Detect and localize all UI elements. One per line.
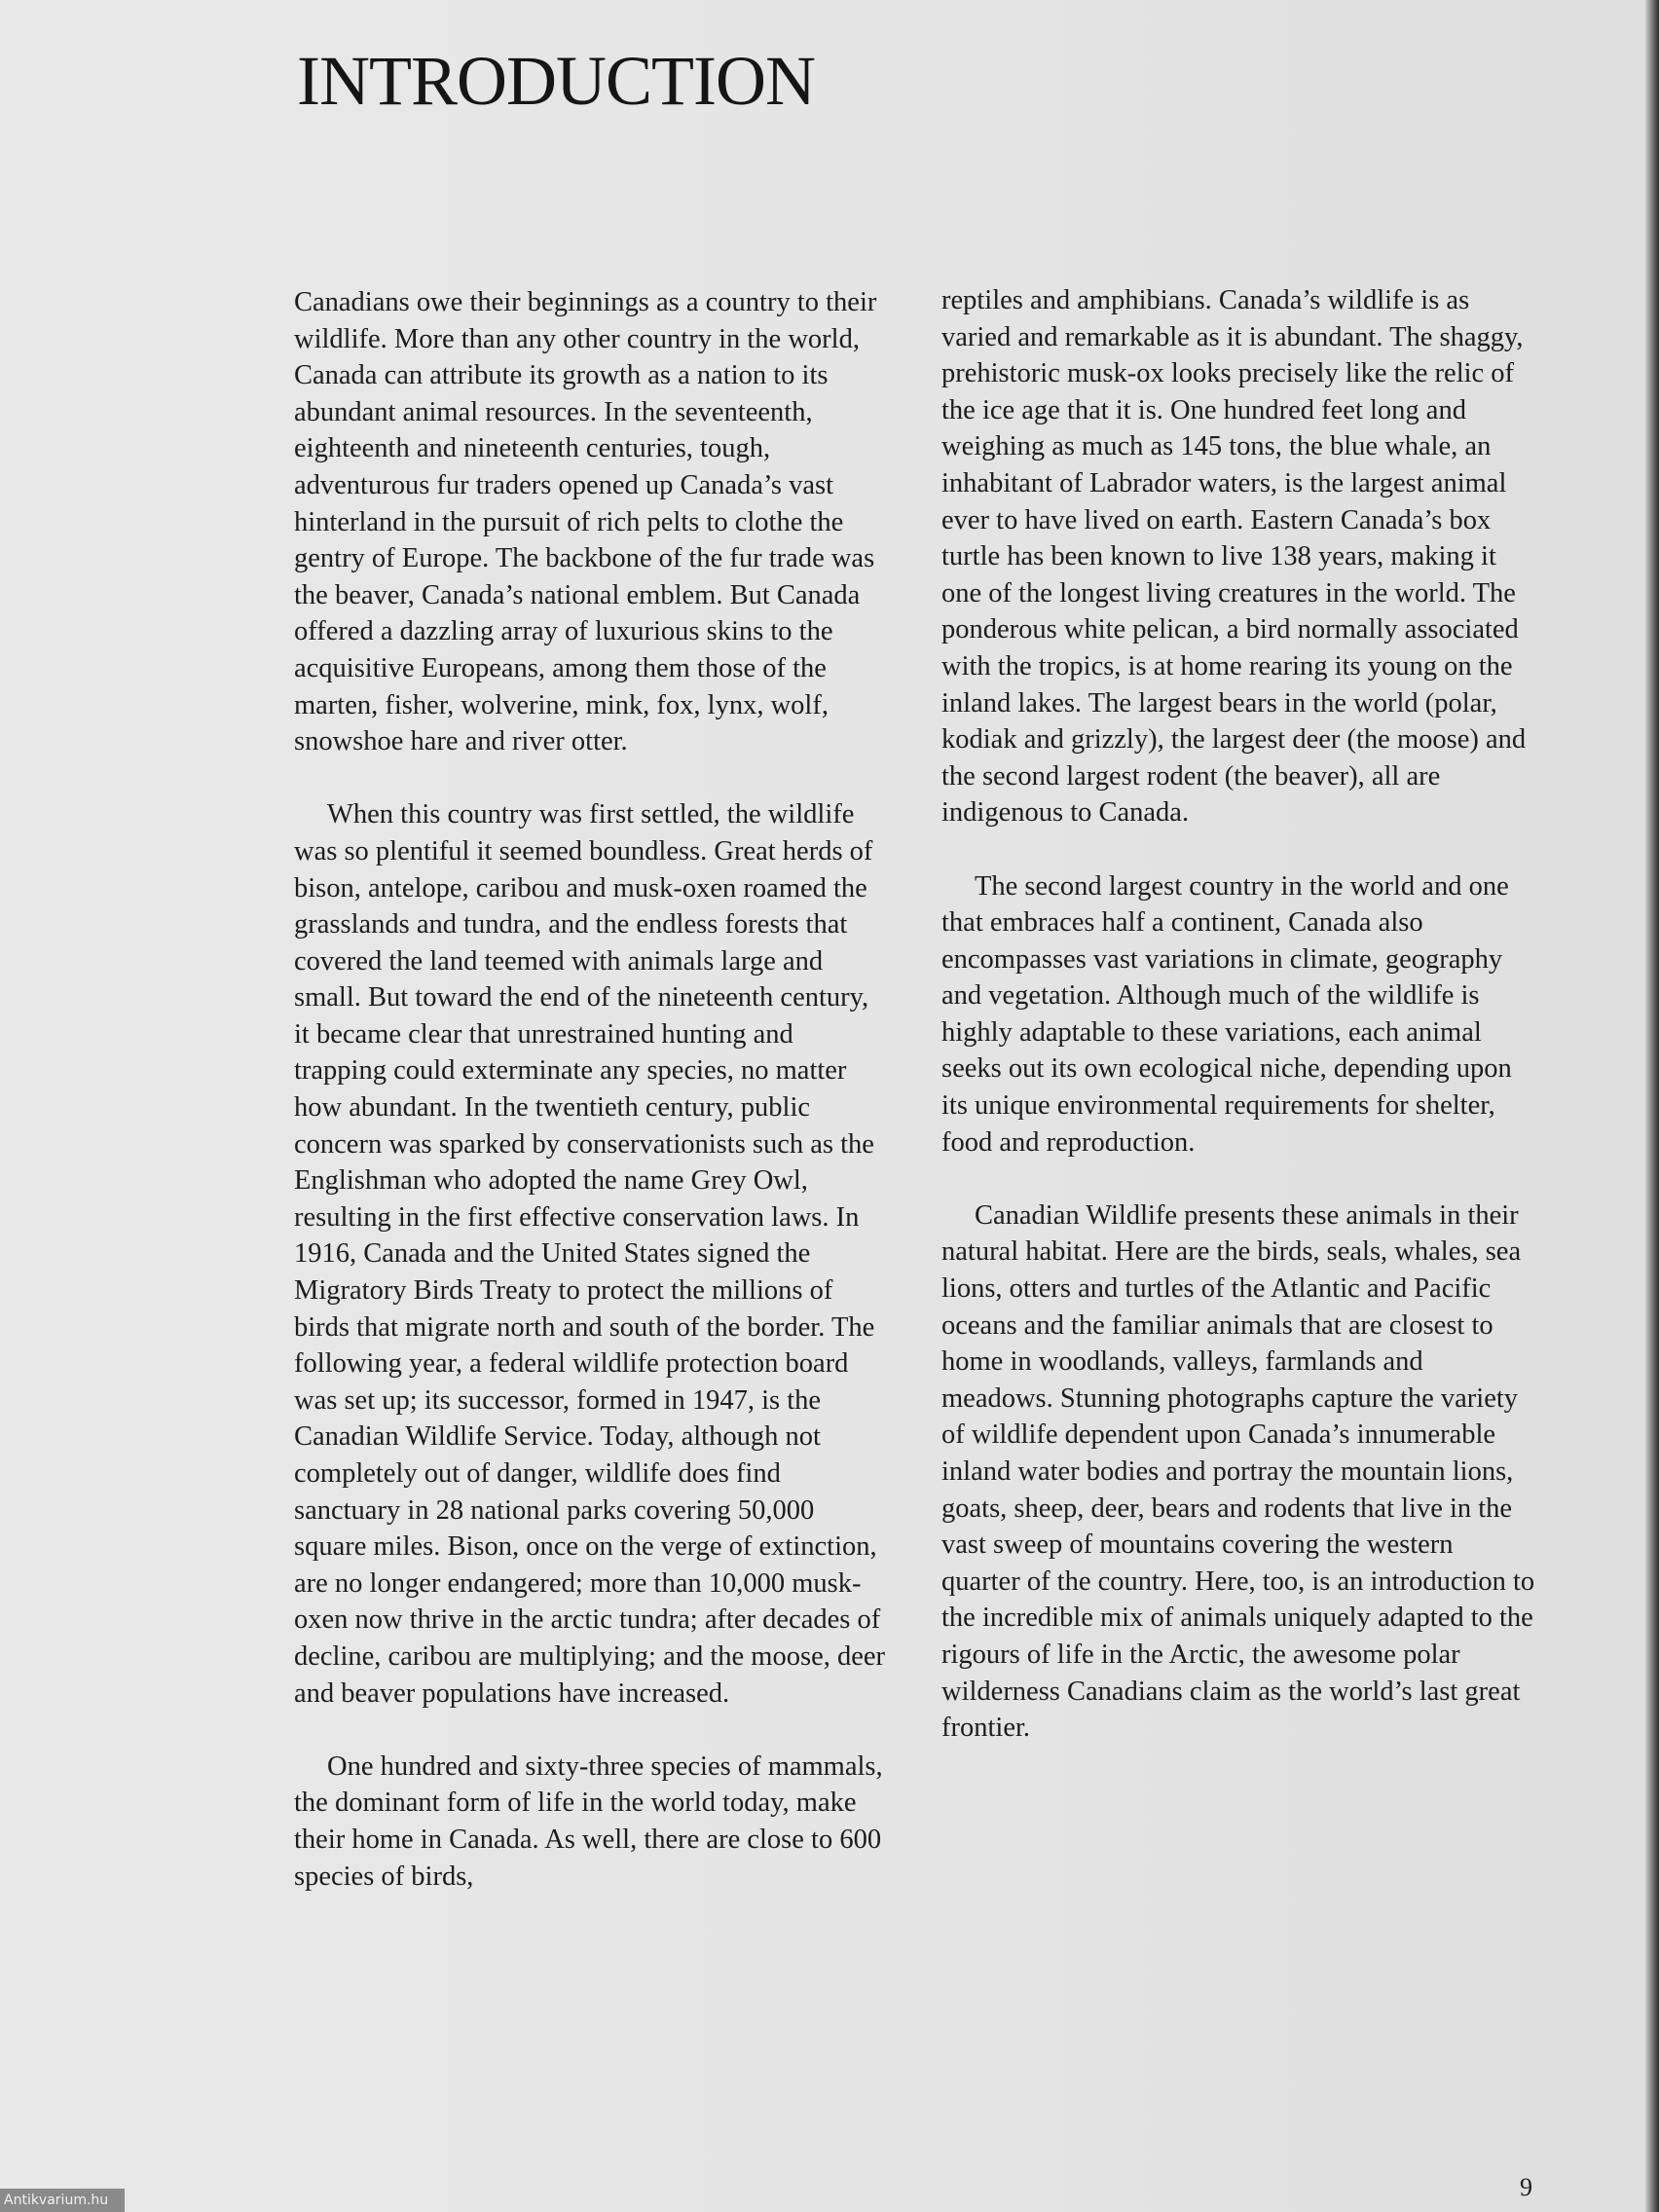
page-title: INTRODUCTION <box>297 42 815 120</box>
paragraph: The second largest country in the world and one that embraces half a continent, Canada also encompasses vast variations in climate, geography and vegetation. Although much of the wildlife is highly adaptable to these variations, each animal seeks out its own ecological niche, depending upon its unique environmental requirements for shelter, food and reproduction. <box>941 870 1512 1158</box>
right-text-column <box>941 282 1537 1783</box>
left-text-column <box>294 284 890 1932</box>
watermark: Antikvarium.hu <box>0 2189 125 2212</box>
paragraph: Canadians owe their beginnings as a country to their wildlife. More than any other country in the world, Canada can attribute its growth as a nation to its abundant animal resources. In the seventeenth, eighteenth and nineteenth centuries, tough, adventurous fur traders opened up Canada’s vast hinterland in the pursuit of rich pelts to clothe the gentry of Europe. The backbone of the fur trade was the beaver, Canada’s national emblem. But Canada offered a dazzling array of luxurious skins to the acquisitive Europeans, among them those of the marten, fisher, wolverine, mink, fox, lynx, wolf, snowshoe hare and river otter. <box>294 287 877 757</box>
paragraph: Canadian Wildlife presents these animals in their natural habitat. Here are the birds, seals, whales, sea lions, otters and turtles of the Atlantic and Pacific oceans and the familiar animals that are closest to home in woodlands, valleys, farmlands and meadows. Stunning photographs capture the variety of wildlife dependent upon Canada’s innumerable inland water bodies and portray the mountain lions, goats, sheep, deer, bears and rodents that live in the vast sweep of mountains covering the western quarter of the country. Here, too, is an introduction to the incredible mix of animals uniquely adapted to the rigours of life in the Arctic, the awesome polar wilderness Canadians claim as the world’s last great frontier. <box>941 1199 1535 1744</box>
paragraph: One hundred and sixty-three species of mammals, the dominant form of life in the world today, make their home in Canada. As well, there are close to 600 species of birds, <box>294 1751 883 1892</box>
paragraph: When this country was first settled, the wildlife was so plentiful it seemed boundless. Great herds of bison, antelope, caribou and musk-oxen roamed the grasslands and tundra, and the endless forests that covered the land teemed with animals large and small. But toward the end of the nineteenth century, it became clear that unrestrained hunting and trapping could exterminate any species, no matter how abundant. In the twentieth century, public concern was sparked by conservationists such as the Englishman who adopted the name Grey Owl, resulting in the first effective conservation laws. In 1916, Canada and the United States signed the Migratory Birds Treaty to protect the millions of birds that migrate north and south of the border. The following year, a federal wildlife protection board was set up; its successor, formed in 1947, is the Canadian Wildlife Service. Today, although not completely out of danger, wildlife does find sanctuary in 28 national parks covering 50,000 square miles. Bison, once on the verge of extinction, are no longer endangered; more than 10,000 musk-oxen now thrive in the arctic tundra; after decades of decline, caribou are multiplying; and the moose, deer and beaver populations have increased. <box>294 799 886 1709</box>
page-number: 9 <box>1520 2173 1532 2201</box>
paragraph: reptiles and amphibians. Canada’s wildlife is as varied and remarkable as it is abundant. The shaggy, prehistoric musk-ox looks precisely like the relic of the ice age that it is. One hundred feet long and weighing as much as 145 tons, the blue whale, an inhabitant of Labrador waters, is the largest animal ever to have lived on earth. Eastern Canada’s box turtle has been known to live 138 years, making it one of the longest living creatures in the world. The ponderous white pelican, a bird normally associated with the tropics, is at home rearing its young on the inland lakes. The largest bears in the world (polar, kodiak and grizzly), the largest deer (the moose) and the second largest rodent (the beaver), all are indigenous to Canada. <box>941 285 1527 829</box>
book-spine-shadow <box>1645 0 1659 2212</box>
